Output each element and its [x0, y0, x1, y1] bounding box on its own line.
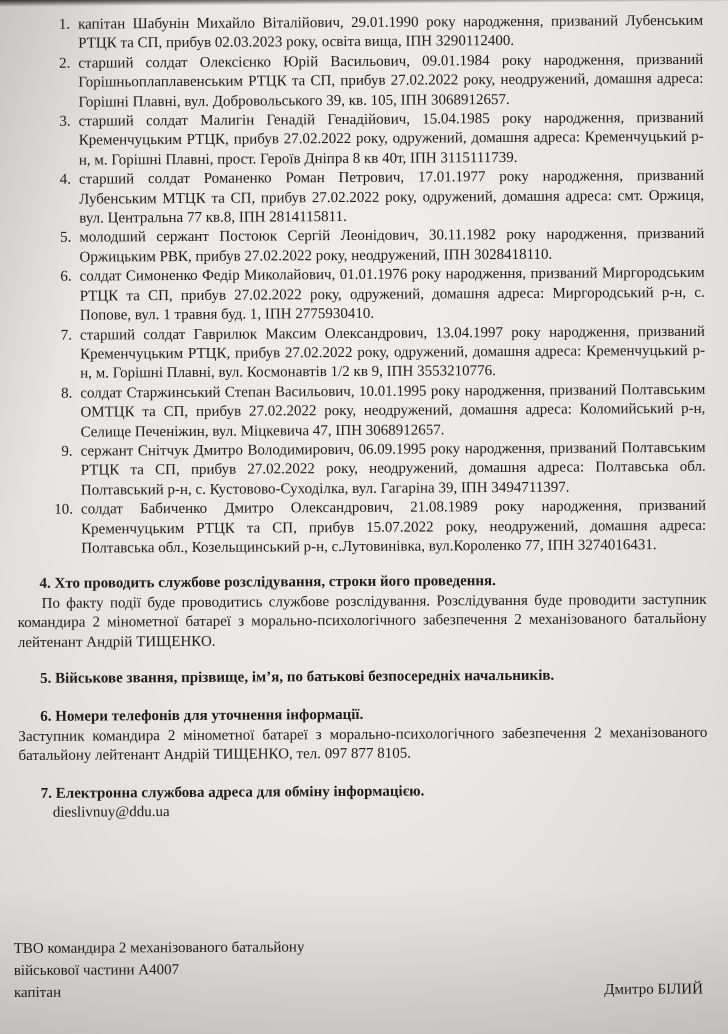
- signature-name: Дмитро БІЛИЙ: [604, 981, 703, 998]
- list-item-number: 1.: [58, 16, 71, 33]
- list-item: [48, 381, 705, 443]
- document-content: [14, 12, 708, 824]
- list-item-text: солдат Бабиченко Дмитро Олександрович, 21.08.1989 року народження, призваний Кременчуцьким РТЦК та СП, прибув 15.07.2022 року, неодружений, домашня адреса: Полтавська обл., Козельщинський р-н, с.Лутовинівка, вул.Короленко 77, ІПН 3274016431.: [80, 497, 707, 557]
- list-item-number: 4.: [59, 171, 72, 188]
- signature-position-line2: військової частини А4007: [13, 962, 180, 980]
- service-email: dieslivnuy@ddu.ua: [52, 804, 170, 821]
- list-item-number: 6.: [60, 268, 72, 286]
- photo-edge-shadow: [0, 0, 728, 7]
- list-item-number: 5.: [60, 230, 72, 247]
- list-item-text: сержант Снітчук Дмитро Володимирович, 06.09.1995 року народження, призваний Полтавським РТЦК та СП, прибув 27.02.2022 року, неодружений, домашня адреса: Полтавська обл. Полтавський р-н, с. Кустовово-Суходілка, вул. Гагаріна 39, ІПН 3494711397.: [80, 439, 706, 499]
- list-item-number: 7.: [60, 327, 72, 344]
- list-item-text: старший солдат Малигін Генадій Генадійович, 15.04.1985 року народження, призваний Кременчуцьким РТЦК, прибув 27.02.2022 року, одружений, домашня адреса: Кременчуцький р-н, м. Горішні Плавні, прост. Героїв Дніпра 8 кв 40т, ІПН 3115111739.: [78, 109, 704, 169]
- list-item: [47, 167, 704, 229]
- list-item-number: 2.: [58, 55, 71, 72]
- list-item-number: 9.: [61, 443, 73, 460]
- list-item: [47, 109, 704, 171]
- list-item: [48, 322, 705, 384]
- list-item-number: 3.: [59, 113, 71, 130]
- signature-left-column: [14, 936, 305, 1004]
- signature-position-line1: ТВО командира 2 механізованого батальйону: [13, 939, 305, 958]
- list-item-text: капітан Шабунін Михайло Віталійович, 29.01.1990 року народження, призваний Лубенським РТЦК та СП, прибув 02.03.2023 року, освіта вища, ІПН 3290112400.: [78, 12, 704, 53]
- list-item-text: солдат Симоненко Федір Миколайович, 01.01.1976 року народження, призваний Миргородським РТЦК та СП, прибув 27.02.2022 року, одружений, домашня адреса: Миргородський р-н, с. Попове, вул. 1 травня буд. 1, ІПН 2775930410.: [79, 265, 705, 324]
- list-item-text: молодший сержант Постоюк Сергій Леонідович, 30.11.1982 року народження, призваний Оржицьким РВК, прибув 27.02.2022 року, неодружений, ІПН 3028418110.: [79, 226, 705, 266]
- section7-heading: 7. Електронна службова адреса для обміну інформацією.: [40, 783, 425, 802]
- section4-heading: 4. Хто проводить службове розслідування, строки його проведення.: [39, 573, 496, 593]
- list-item: [47, 225, 704, 268]
- list-item: [48, 264, 705, 326]
- personnel-list: [46, 12, 706, 559]
- list-item: [49, 497, 706, 559]
- list-item-text: старший солдат Олексієнко Юрій Васильович, 09.01.1984 року народження, призваний Горішньоплаплавенським РТЦК та СП, прибув 27.02.2022 року, неодружений, домашня адреса: Горішні Плавні, вул. Добровольського 39, кв. 105, ІПН 3068912657.: [78, 51, 704, 111]
- section6-body: Заступник командира 2 мінометної батареї з морально-психологічного забезпечення 2 механізованого батальйону лейтенант Андрій ТИЩЕНКО, тел. 097 877 8105.: [18, 724, 708, 765]
- signature-block: [14, 934, 703, 1004]
- signature-rank: капітан: [13, 984, 62, 1002]
- section4-body: По факту події буде проводитись службове розслідування. Розслідування буде проводити заступник командира 2 мінометної батареї з морально-психологічного забезпечення 2 механізованого батальйону лейтенант Андрій ТИЩЕНКО.: [17, 591, 707, 651]
- section5-heading: 5. Військове звання, прізвище, ім’я, по батькові безпосередніх начальників.: [40, 667, 555, 687]
- list-item-text: старший солдат Гаврилюк Максим Олександрович, 13.04.1997 року народження, призваний Кременчуцьким РТЦК, прибув 27.02.2022 року, одружений, домашня адреса: Кременчуцький р-н, м. Горішні Плавні, вул. Космонавтів 1/2 кв 9, ІПН 3553210776.: [79, 323, 706, 382]
- list-item-number: 8.: [61, 385, 73, 402]
- list-item: [46, 51, 703, 113]
- list-item-text: солдат Старжинський Степан Васильович, 10.01.1995 року народження, призваний Полтавським ОМТЦК та СП, прибув 27.02.2022 року, неодружений, домашня адреса: Коломийський р-н, Селище Печеніжин, вул. Міцкевича 47, ІПН 3068912657.: [80, 381, 706, 441]
- list-item: [49, 439, 706, 501]
- section6-heading: 6. Номери телефонів для уточнення інформації.: [40, 707, 364, 726]
- list-item-number: 10.: [54, 501, 74, 518]
- list-item-text: старший солдат Романенко Роман Петрович, 17.01.1977 року народження, призваний Лубенським МТЦК та СП, прибув 27.02.2022 року, одружений, домашня адреса: смт. Оржиця, вул. Центральна 77 кв.8, ІПН 2814115811.: [78, 168, 705, 227]
- list-item: [46, 12, 703, 55]
